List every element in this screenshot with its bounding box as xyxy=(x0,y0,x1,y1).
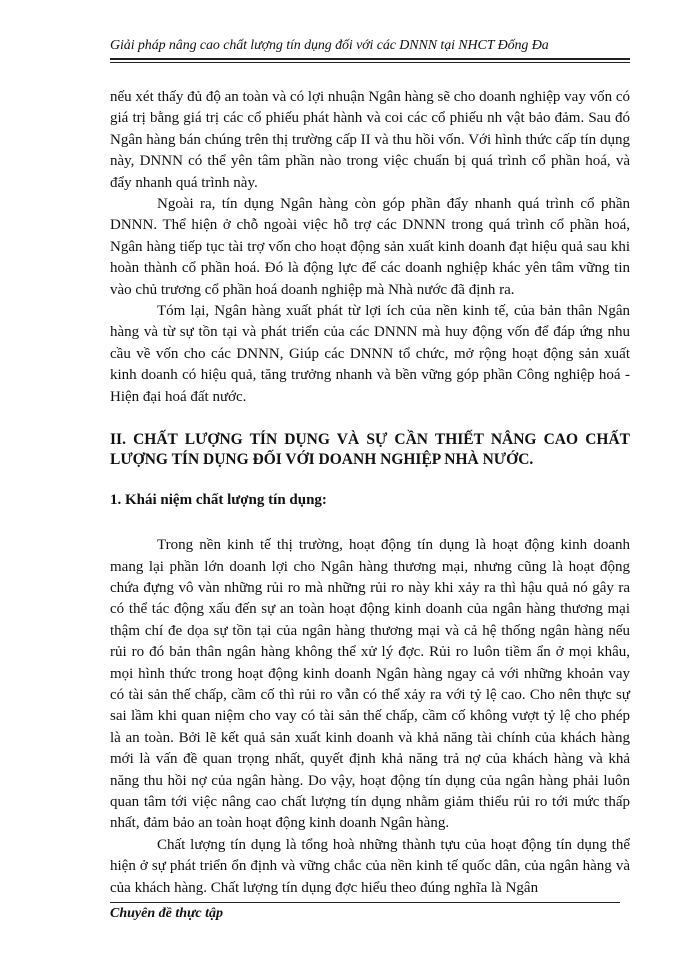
paragraph-5: Chất lượng tín dụng là tổng hoà những thành tựu của hoạt động tín dụng thể hiện ở sự phát triển ổn định và vững chắc của nền kinh tế quốc dân, của ngân hàng và của khách hàng. Chất lượng tín dụng đợc hiểu theo đúng nghĩa là Ngân xyxy=(110,836,630,896)
running-footer: Chuyên đề thực tập xyxy=(110,906,224,920)
paragraph-3: Tóm lại, Ngân hàng xuất phát từ lợi ích của nền kinh tế, của bản thân Ngân hàng và từ sự tồn tại và phát triển của các DNNN mà huy động vốn để đáp ứng nhu cầu về vốn cho các DNNN, Giúp các DNNN tổ chức, mở rộng hoạt động sản xuất kinh doanh có hiệu quả, tăng trưởng nhanh và bền vững góp phần Công nghiệp hoá - Hiện đại hoá đất nước. xyxy=(110,303,630,405)
paragraph-2: Ngoài ra, tín dụng Ngân hàng còn góp phần đẩy nhanh quá trình cổ phần DNNN. Thể hiện ở chỗ ngoài việc hỗ trợ các DNNN trong quá trình cổ phần hoá, Ngân hàng tiếp tục tài trợ vốn cho hoạt động sản xuất kinh doanh đạt hiệu quả sau khi hoàn thành cổ phần hoá. Đó là động lực để các doanh nghiệp khác yên tâm vững tin vào chủ trương cổ phần hoá doanh nghiệp mà Nhà nước đã định ra. xyxy=(110,196,630,298)
page-body xyxy=(110,87,630,899)
paragraph-1: nếu xét thấy đủ độ an toàn và có lợi nhuận Ngân hàng sẽ cho doanh nghiệp vay vốn có giá trị bằng giá trị các cổ phiếu phát hành và coi các cổ phiếu nh vật bảo đảm. Sau đó Ngân hàng bán chúng trên thị trường cấp II và thu hồi vốn. Với hình thức cấp tín dụng này, DNNN có thể yên tâm phần nào trong việc chuẩn bị quá trình cổ phần hoá, và đẩy nhanh quá trình này. xyxy=(110,89,630,191)
running-header: Giải pháp nâng cao chất lượng tín dụng đối với các DNNN tại NHCT Đống Đa xyxy=(110,38,630,60)
paragraph-4: Trong nền kinh tế thị trường, hoạt động tín dụng là hoạt động kinh doanh mang lại phần lớn doanh lợi cho Ngân hàng thương mại, nhưng cũng là hoạt động chứa đựng vô vàn những rủi ro mà những rủi ro này khi xảy ra thì hậu quả nó gây ra có thể tác động xấu đến sự an toàn hoạt động kinh doanh của ngân hàng thương mại thậm chí đe dọa sự tồn tại của ngân hàng thương mại và cả hệ thống ngân hàng nếu rủi ro đó bản thân ngân hàng không thể xử lý đợc. Rủi ro luôn tiềm ẩn ở mọi khâu, mọi hình thức trong hoạt động kinh doanh Ngân hàng ngay cả với những khoản vay có tài sản thế chấp, cầm cố thì rủi ro vẫn có thể xảy ra với tỷ lệ cao. Cho nên thực sự sai lầm khi quan niệm cho vay có tài sản thế chấp, cầm cố không vượt tỷ lệ cho phép là an toàn. Bởi lẽ kết quả sản xuất kinh doanh và khả năng tài chính của khách hàng mới là vấn đề quan trọng nhất, quyết định khả năng trả nợ của khách hàng và khả năng thu hồi nợ của ngân hàng. Do vậy, hoạt động tín dụng của ngân hàng phải luôn quan tâm tới việc nâng cao chất lượng tín dụng nhằm giảm thiểu rủi ro tới mức thấp nhất, đảm bảo an toàn hoạt động kinh doanh Ngân hàng. xyxy=(110,537,630,832)
section-heading: II. CHẤT LƯỢNG TÍN DỤNG VÀ SỰ CẦN THIẾT NÂNG CAO CHẤT LƯỢNG TÍN DỤNG ĐỐI VỚI DOANH NGHIỆP NHÀ NƯỚC. xyxy=(110,431,630,469)
subsection-heading: 1. Khái niệm chất lượng tín dụng: xyxy=(110,492,327,509)
footer-divider xyxy=(110,902,620,903)
